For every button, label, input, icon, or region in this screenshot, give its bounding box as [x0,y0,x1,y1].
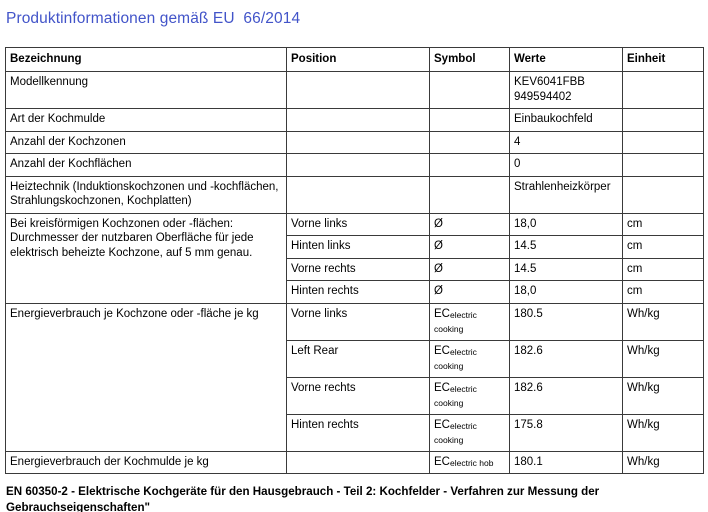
cell-value: Strahlenheizkörper [510,176,623,213]
symbol-ec-subscript: electric cooking [434,309,477,335]
header-werte: Werte [510,48,623,72]
header-bezeichnung: Bezeichnung [6,48,287,72]
cell-unit-empty [623,131,704,153]
cell-position: Hinten rechts [287,281,430,303]
cell-unit-empty [623,72,704,109]
cell-value: 14.5 [510,258,623,280]
cell-value: 0 [510,154,623,176]
cell-symbol-empty [430,131,510,153]
cell-position: Vorne links [287,303,430,340]
symbol-ec-base: EC [434,307,450,320]
cell-designation-energy-zone: Energieverbrauch je Kochzone oder -fläche je kg [6,303,287,451]
cell-symbol [430,340,510,377]
cell-position-empty [287,451,430,473]
cell-designation-diameter: Bei kreisförmigen Kochzonen oder -flächen: Durchmesser der nutzbaren Oberfläche für jede elektrisch beheizte Kochzone, auf 5 mm genau. [6,213,287,303]
cell-designation: Heiztechnik (Induktionskochzonen und -kochflächen, Strahlungskochzonen, Kochplatten) [6,176,287,213]
cell-position: Hinten links [287,236,430,258]
table-row-area-count [6,154,704,176]
cell-unit: cm [623,236,704,258]
cell-symbol [430,303,510,340]
cell-symbol: Ø [430,213,510,235]
cell-position-empty [287,176,430,213]
table-row-diameter-front-left [6,213,704,235]
cell-unit: Wh/kg [623,303,704,340]
table-row-model [6,72,704,109]
cell-symbol-empty [430,72,510,109]
cell-value: 18,0 [510,281,623,303]
header-position: Position [287,48,430,72]
table-row-zone-count [6,131,704,153]
cell-unit: cm [623,258,704,280]
symbol-ec-base: EC [434,344,450,357]
cell-unit: Wh/kg [623,451,704,473]
table-row-hob-type [6,109,704,131]
cell-symbol-empty [430,176,510,213]
cell-value: 182.6 [510,340,623,377]
cell-symbol: Ø [430,236,510,258]
cell-position-empty [287,72,430,109]
cell-symbol [430,451,510,473]
cell-unit-empty [623,154,704,176]
cell-designation: Anzahl der Kochzonen [6,131,287,153]
symbol-ec-base: EC [434,381,450,394]
cell-position: Vorne rechts [287,377,430,414]
cell-value: 175.8 [510,414,623,451]
cell-designation: Anzahl der Kochflächen [6,154,287,176]
cell-value: 182.6 [510,377,623,414]
cell-position: Left Rear [287,340,430,377]
cell-unit: cm [623,213,704,235]
cell-position: Vorne links [287,213,430,235]
cell-value: 180.1 [510,451,623,473]
cell-value: 180.5 [510,303,623,340]
cell-unit: Wh/kg [623,340,704,377]
standard-reference: EN 60350-2 - Elektrische Kochgeräte für den Hausgebrauch - Teil 2: Kochfelder - Verfahren zur Messung der Gebrauchseigenschaften" [6,485,600,512]
cell-value: KEV6041FBB 949594402 [510,72,623,109]
cell-value: 4 [510,131,623,153]
cell-unit: Wh/kg [623,377,704,414]
cell-unit-empty [623,176,704,213]
cell-value: 14.5 [510,236,623,258]
symbol-ec-base: EC [434,418,450,431]
symbol-ec-subscript: electric hob [449,457,494,468]
cell-designation: Art der Kochmulde [6,109,287,131]
cell-position-empty [287,154,430,176]
cell-value: 18,0 [510,213,623,235]
cell-position-empty [287,109,430,131]
cell-symbol [430,377,510,414]
header-einheit: Einheit [623,48,704,72]
cell-designation: Energieverbrauch der Kochmulde je kg [6,451,287,473]
cell-symbol: Ø [430,281,510,303]
cell-position: Hinten rechts [287,414,430,451]
cell-unit-empty [623,109,704,131]
header-symbol: Symbol [430,48,510,72]
symbol-ec-subscript: electric cooking [434,420,477,446]
table-row-heating-tech [6,176,704,213]
table-row-energy-hob [6,451,704,473]
cell-unit: cm [623,281,704,303]
symbol-ec-subscript: electric cooking [434,346,477,372]
cell-position: Vorne rechts [287,258,430,280]
cell-unit: Wh/kg [623,414,704,451]
symbol-ec-base: EC [434,455,450,468]
cell-value: Einbaukochfeld [510,109,623,131]
table-row-energy-front-left [6,303,704,340]
symbol-ec-subscript: electric cooking [434,383,477,409]
product-info-table [5,47,704,474]
cell-symbol [430,414,510,451]
cell-symbol: Ø [430,258,510,280]
cell-symbol-empty [430,109,510,131]
cell-position-empty [287,131,430,153]
table-header-row [6,48,704,72]
cell-symbol-empty [430,154,510,176]
cell-designation: Modellkennung [6,72,287,109]
page-title: Produktinformationen gemäß EU 66/2014 [6,10,301,27]
